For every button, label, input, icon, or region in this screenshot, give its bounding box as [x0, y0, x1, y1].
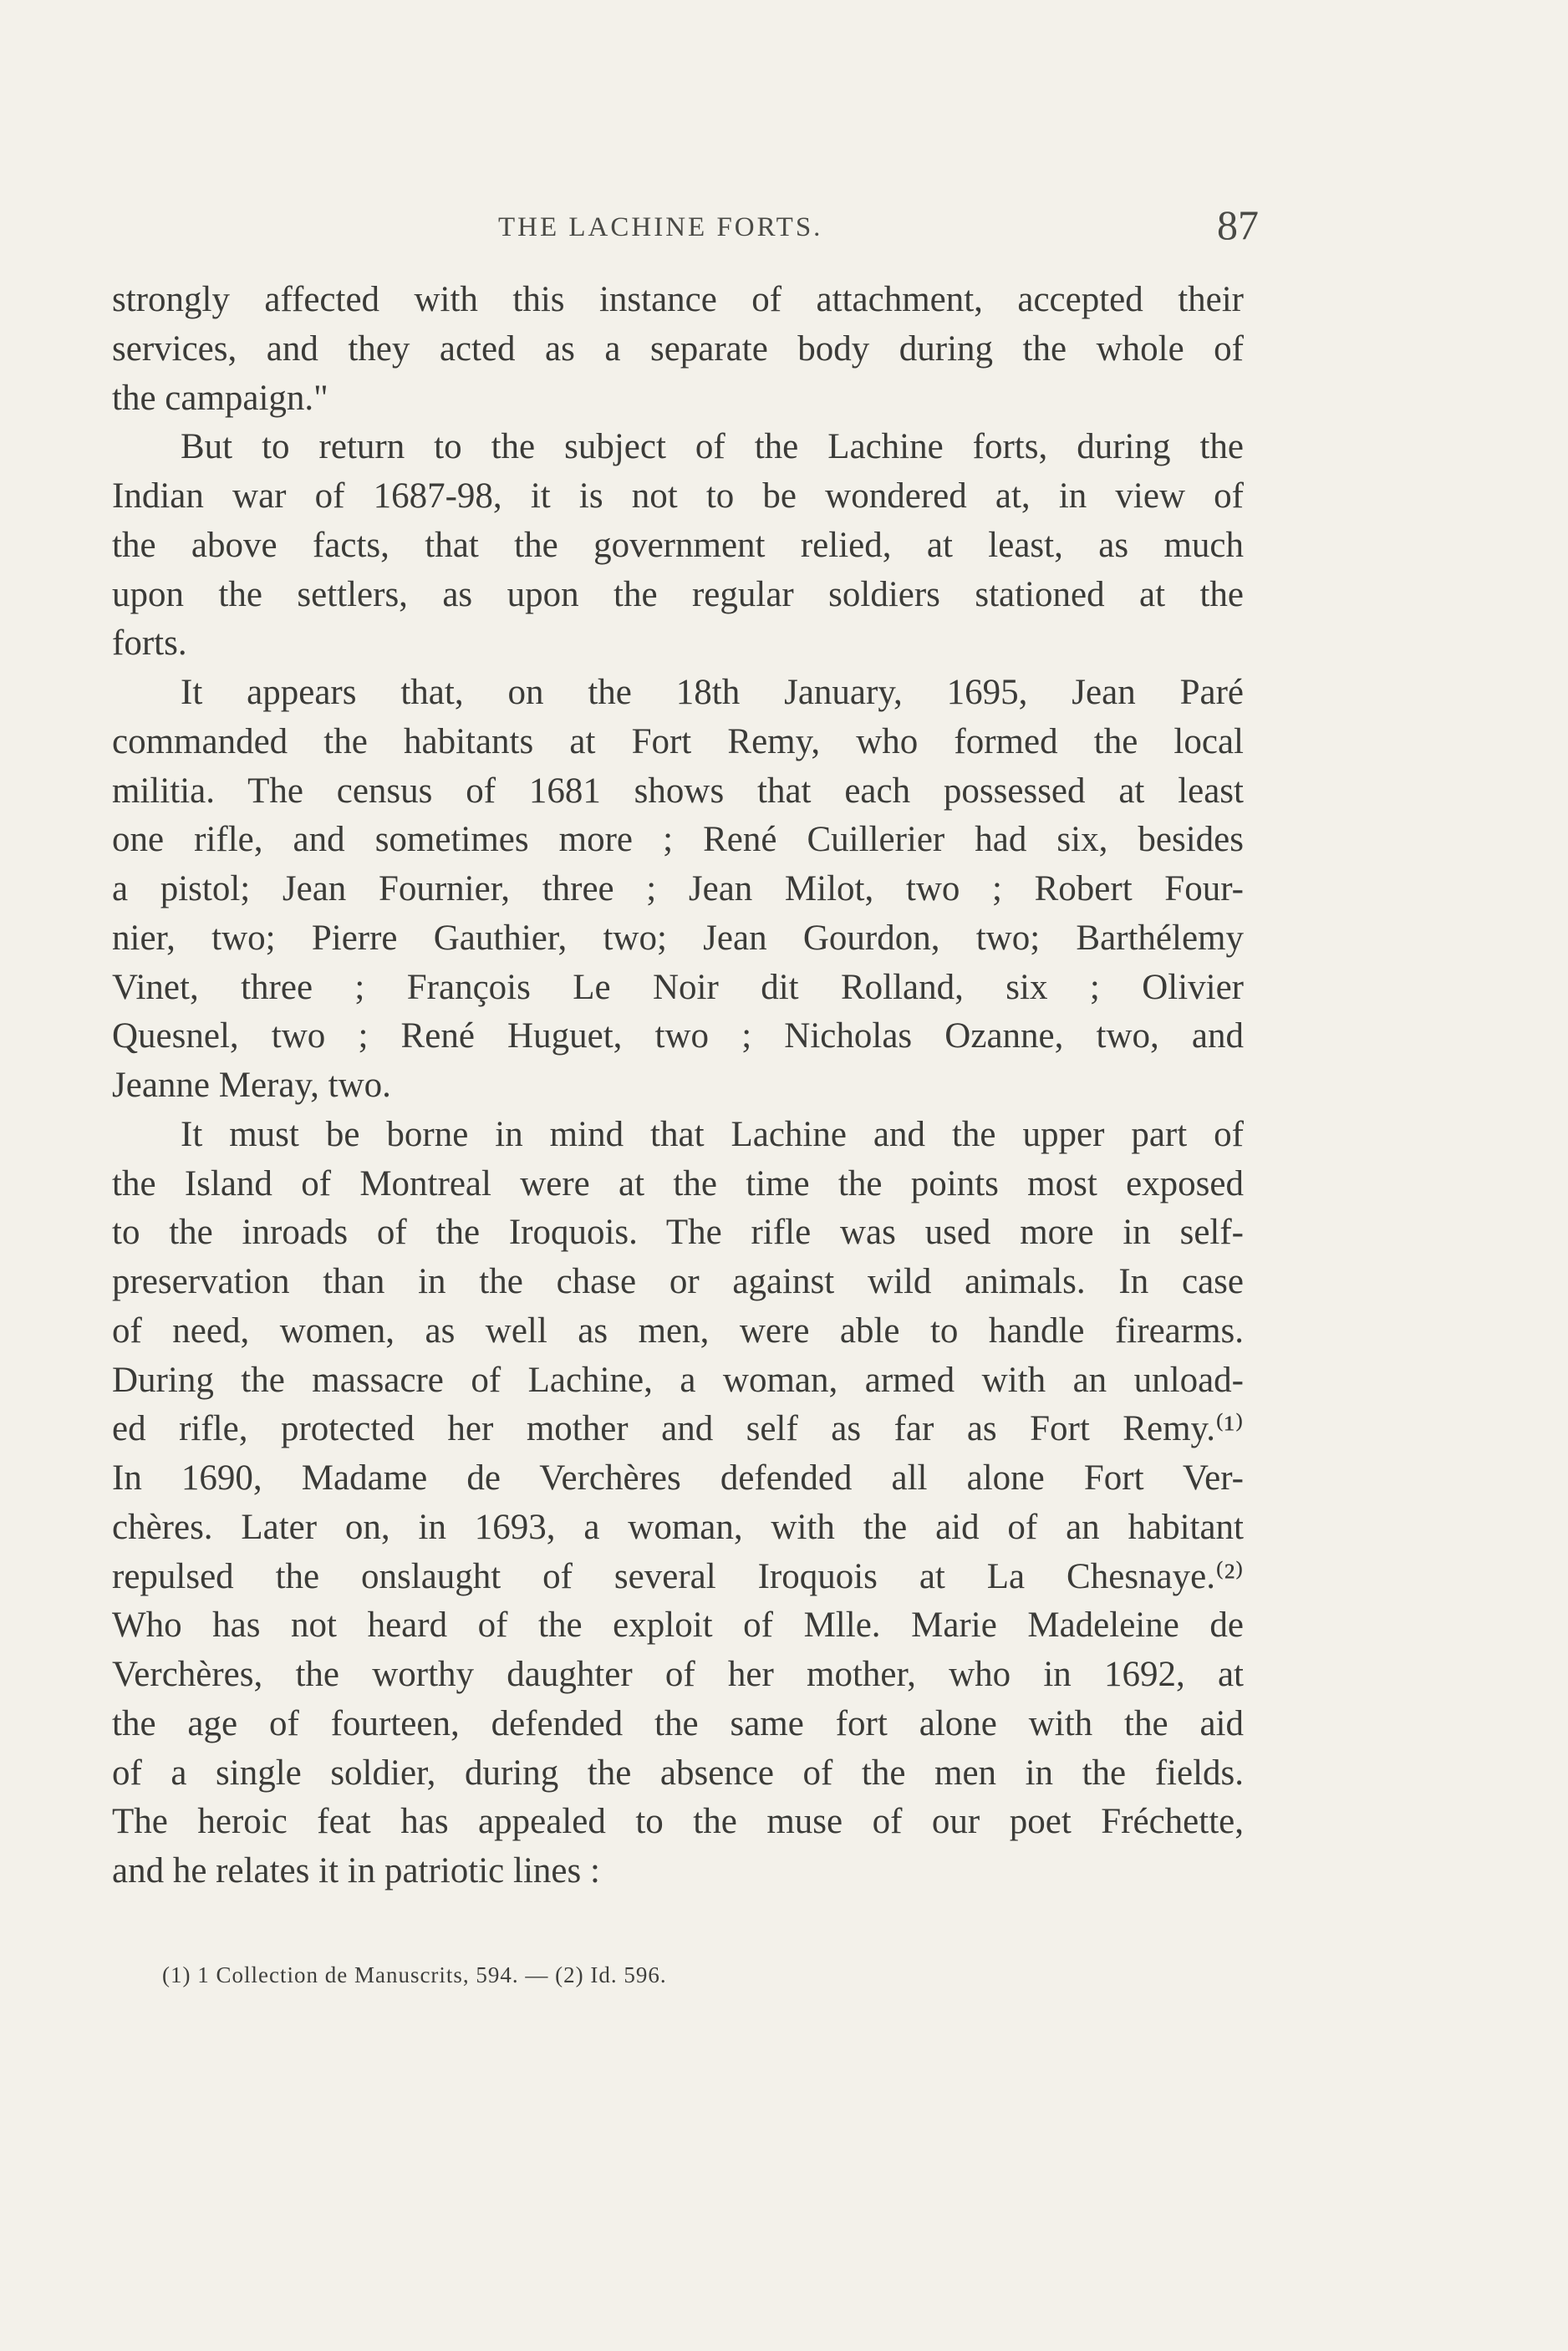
text-line: the age of fourteen, defended the same fort alone with the aid: [112, 1703, 1244, 1743]
text-line: preservation than in the chase or against wild animals. In case: [112, 1262, 1244, 1301]
text-line: The heroic feat has appealed to the muse of our poet Fréchette,: [112, 1802, 1244, 1842]
text-line: ed rifle, protected her mother and self as far as Fort Remy.⁽¹⁾: [112, 1409, 1244, 1449]
text-line: During the massacre of Lachine, a woman, armed with an unload-: [112, 1360, 1244, 1400]
text-line: a pistol; Jean Fournier, three ; Jean Milot, two ; Robert Four-: [112, 869, 1244, 908]
text-line: chères. Later on, in 1693, a woman, with the aid of an habitant: [112, 1507, 1244, 1547]
text-line: and he relates it in patriotic lines :: [112, 1851, 600, 1890]
footnotes: (1) 1 Collection de Manuscrits, 594. — (2) Id. 596.: [162, 1962, 667, 1987]
text-line: the Island of Montreal were at the time the points most exposed: [112, 1163, 1244, 1203]
text-line: forts.: [112, 623, 187, 664]
text-line: Who has not heard of the exploit of Mlle. Marie Madeleine de: [112, 1605, 1244, 1646]
text-line: of need, women, as well as men, were able to handle firearms.: [112, 1310, 1244, 1351]
text-line: nier, two; Pierre Gauthier, two; Jean Gourdon, two; Barthélemy: [112, 918, 1244, 958]
text-line: militia. The census of 1681 shows that each possessed at least: [112, 771, 1244, 811]
text-line: of a single soldier, during the absence of the men in the fields.: [112, 1753, 1244, 1793]
text-line: It appears that, on the 18th January, 1695, Jean Paré: [181, 673, 1244, 712]
text-line: to the inroads of the Iroquois. The rifle was used more in self-: [112, 1213, 1244, 1253]
text-line: the campaign.": [112, 378, 328, 418]
text-line: But to return to the subject of the Lachine forts, during the: [181, 427, 1244, 467]
text-line: services, and they acted as a separate body during the whole of: [112, 328, 1244, 369]
text-line: Verchères, the worthy daughter of her mother, who in 1692, at: [112, 1655, 1244, 1694]
text-line: upon the settlers, as upon the regular soldiers stationed at the: [112, 574, 1244, 614]
running-title: THE LACHINE FORTS.: [498, 212, 823, 242]
text-line: repulsed the onslaught of several Iroquois at La Chesnaye.⁽²⁾: [112, 1556, 1244, 1596]
body-text: [112, 276, 1244, 1896]
text-line: Vinet, three ; François Le Noir dit Rolland, six ; Olivier: [112, 967, 1244, 1007]
text-line: Jeanne Meray, two.: [112, 1066, 391, 1105]
page-number: 87: [1217, 201, 1259, 248]
text-line: Indian war of 1687-98, it is not to be wondered at, in view of: [112, 476, 1244, 516]
text-line: one rifle, and sometimes more ; René Cuillerier had six, besides: [112, 820, 1244, 860]
text-line: Quesnel, two ; René Huguet, two ; Nicholas Ozanne, two, and: [112, 1016, 1244, 1056]
text-line: In 1690, Madame de Verchères defended all alone Fort Ver-: [112, 1458, 1244, 1498]
text-line: the above facts, that the government relied, at least, as much: [112, 525, 1244, 565]
text-line: strongly affected with this instance of attachment, accepted their: [112, 280, 1244, 319]
text-line: It must be borne in mind that Lachine and the upper part of: [181, 1114, 1244, 1154]
text-line: commanded the habitants at Fort Remy, who formed the local: [112, 721, 1244, 761]
